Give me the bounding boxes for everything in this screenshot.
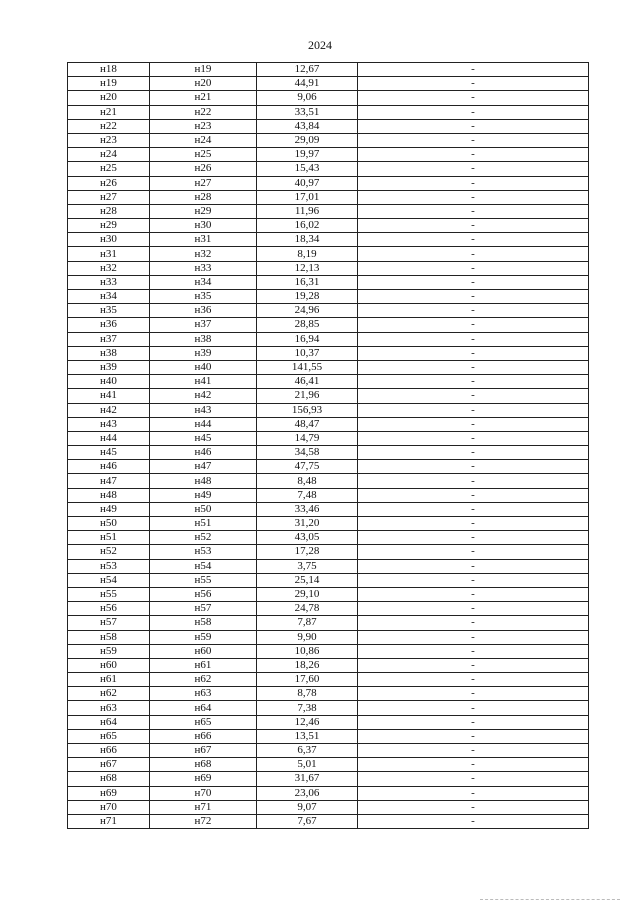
from-point-cell: н32 (68, 261, 150, 275)
from-point-cell: н69 (68, 786, 150, 800)
length-cell: 3,75 (257, 559, 358, 573)
note-cell: - (358, 786, 589, 800)
table-row (68, 290, 589, 304)
to-point-cell: н20 (150, 77, 257, 91)
from-point-cell: н24 (68, 148, 150, 162)
to-point-cell: н27 (150, 176, 257, 190)
length-cell: 46,41 (257, 375, 358, 389)
length-cell: 11,96 (257, 204, 358, 218)
to-point-cell: н26 (150, 162, 257, 176)
from-point-cell: н49 (68, 502, 150, 516)
to-point-cell: н38 (150, 332, 257, 346)
table-row (68, 729, 589, 743)
to-point-cell: н37 (150, 318, 257, 332)
table-row (68, 63, 589, 77)
note-cell: - (358, 687, 589, 701)
length-cell: 33,46 (257, 502, 358, 516)
from-point-cell: н60 (68, 658, 150, 672)
length-cell: 17,01 (257, 190, 358, 204)
note-cell: - (358, 573, 589, 587)
to-point-cell: н24 (150, 133, 257, 147)
to-point-cell: н55 (150, 573, 257, 587)
to-point-cell: н63 (150, 687, 257, 701)
note-cell: - (358, 545, 589, 559)
from-point-cell: н31 (68, 247, 150, 261)
from-point-cell: н54 (68, 573, 150, 587)
from-point-cell: н35 (68, 304, 150, 318)
table-row (68, 517, 589, 531)
to-point-cell: н61 (150, 658, 257, 672)
from-point-cell: н43 (68, 417, 150, 431)
table-row (68, 332, 589, 346)
to-point-cell: н69 (150, 772, 257, 786)
length-cell: 9,06 (257, 91, 358, 105)
table-row (68, 417, 589, 431)
from-point-cell: н63 (68, 701, 150, 715)
length-cell: 40,97 (257, 176, 358, 190)
table-row (68, 786, 589, 800)
table-row (68, 162, 589, 176)
note-cell: - (358, 190, 589, 204)
to-point-cell: н59 (150, 630, 257, 644)
to-point-cell: н42 (150, 389, 257, 403)
table-row (68, 77, 589, 91)
from-point-cell: н62 (68, 687, 150, 701)
from-point-cell: н56 (68, 602, 150, 616)
note-cell: - (358, 346, 589, 360)
note-cell: - (358, 587, 589, 601)
note-cell: - (358, 375, 589, 389)
table-row (68, 190, 589, 204)
from-point-cell: н19 (68, 77, 150, 91)
table-row (68, 446, 589, 460)
from-point-cell: н20 (68, 91, 150, 105)
to-point-cell: н60 (150, 644, 257, 658)
note-cell: - (358, 403, 589, 417)
length-cell: 17,28 (257, 545, 358, 559)
table-row (68, 346, 589, 360)
length-cell: 5,01 (257, 758, 358, 772)
from-point-cell: н59 (68, 644, 150, 658)
table-row (68, 800, 589, 814)
page-number: 2024 (308, 38, 332, 52)
length-cell: 9,90 (257, 630, 358, 644)
note-cell: - (358, 77, 589, 91)
length-cell: 16,94 (257, 332, 358, 346)
table-row (68, 644, 589, 658)
table-row (68, 204, 589, 218)
table-row (68, 304, 589, 318)
to-point-cell: н57 (150, 602, 257, 616)
table-row (68, 744, 589, 758)
to-point-cell: н51 (150, 517, 257, 531)
to-point-cell: н71 (150, 800, 257, 814)
length-cell: 43,84 (257, 119, 358, 133)
to-point-cell: н49 (150, 488, 257, 502)
table-row (68, 360, 589, 374)
table-row (68, 587, 589, 601)
length-cell: 19,28 (257, 290, 358, 304)
from-point-cell: н26 (68, 176, 150, 190)
to-point-cell: н50 (150, 502, 257, 516)
length-cell: 8,78 (257, 687, 358, 701)
length-cell: 141,55 (257, 360, 358, 374)
from-point-cell: н48 (68, 488, 150, 502)
from-point-cell: н45 (68, 446, 150, 460)
table-row (68, 488, 589, 502)
length-cell: 16,31 (257, 275, 358, 289)
note-cell: - (358, 744, 589, 758)
table-row (68, 814, 589, 828)
from-point-cell: н21 (68, 105, 150, 119)
from-point-cell: н42 (68, 403, 150, 417)
from-point-cell: н50 (68, 517, 150, 531)
length-cell: 13,51 (257, 729, 358, 743)
table-row (68, 658, 589, 672)
to-point-cell: н54 (150, 559, 257, 573)
note-cell: - (358, 673, 589, 687)
table-row (68, 531, 589, 545)
note-cell: - (358, 446, 589, 460)
from-point-cell: н36 (68, 318, 150, 332)
from-point-cell: н29 (68, 219, 150, 233)
from-point-cell: н23 (68, 133, 150, 147)
table-row (68, 460, 589, 474)
to-point-cell: н44 (150, 417, 257, 431)
note-cell: - (358, 502, 589, 516)
table-row (68, 616, 589, 630)
to-point-cell: н22 (150, 105, 257, 119)
table-row (68, 687, 589, 701)
table-row (68, 275, 589, 289)
note-cell: - (358, 63, 589, 77)
table-row (68, 389, 589, 403)
to-point-cell: н45 (150, 431, 257, 445)
to-point-cell: н72 (150, 814, 257, 828)
from-point-cell: н41 (68, 389, 150, 403)
to-point-cell: н48 (150, 474, 257, 488)
to-point-cell: н21 (150, 91, 257, 105)
length-cell: 9,07 (257, 800, 358, 814)
note-cell: - (358, 616, 589, 630)
from-point-cell: н52 (68, 545, 150, 559)
length-cell: 15,43 (257, 162, 358, 176)
length-cell: 8,48 (257, 474, 358, 488)
table-row (68, 318, 589, 332)
from-point-cell: н70 (68, 800, 150, 814)
to-point-cell: н19 (150, 63, 257, 77)
length-cell: 31,67 (257, 772, 358, 786)
table-row (68, 772, 589, 786)
note-cell: - (358, 162, 589, 176)
from-point-cell: н61 (68, 673, 150, 687)
note-cell: - (358, 119, 589, 133)
from-point-cell: н34 (68, 290, 150, 304)
table-row (68, 91, 589, 105)
from-point-cell: н46 (68, 460, 150, 474)
length-cell: 17,60 (257, 673, 358, 687)
note-cell: - (358, 332, 589, 346)
from-point-cell: н66 (68, 744, 150, 758)
to-point-cell: н32 (150, 247, 257, 261)
table-row (68, 502, 589, 516)
note-cell: - (358, 715, 589, 729)
table-row (68, 758, 589, 772)
table-row (68, 701, 589, 715)
note-cell: - (358, 658, 589, 672)
to-point-cell: н29 (150, 204, 257, 218)
from-point-cell: н57 (68, 616, 150, 630)
length-cell: 23,06 (257, 786, 358, 800)
note-cell: - (358, 275, 589, 289)
note-cell: - (358, 304, 589, 318)
from-point-cell: н64 (68, 715, 150, 729)
length-cell: 28,85 (257, 318, 358, 332)
note-cell: - (358, 460, 589, 474)
note-cell: - (358, 91, 589, 105)
to-point-cell: н43 (150, 403, 257, 417)
to-point-cell: н58 (150, 616, 257, 630)
note-cell: - (358, 318, 589, 332)
note-cell: - (358, 219, 589, 233)
to-point-cell: н67 (150, 744, 257, 758)
scan-artifact-line (480, 899, 620, 901)
table-row (68, 559, 589, 573)
note-cell: - (358, 261, 589, 275)
from-point-cell: н51 (68, 531, 150, 545)
from-point-cell: н71 (68, 814, 150, 828)
from-point-cell: н44 (68, 431, 150, 445)
to-point-cell: н47 (150, 460, 257, 474)
note-cell: - (358, 247, 589, 261)
length-cell: 12,13 (257, 261, 358, 275)
length-cell: 10,86 (257, 644, 358, 658)
from-point-cell: н39 (68, 360, 150, 374)
length-cell: 24,78 (257, 602, 358, 616)
to-point-cell: н35 (150, 290, 257, 304)
length-cell: 6,37 (257, 744, 358, 758)
to-point-cell: н23 (150, 119, 257, 133)
length-cell: 7,87 (257, 616, 358, 630)
to-point-cell: н31 (150, 233, 257, 247)
boundary-segments-table (67, 62, 589, 829)
to-point-cell: н68 (150, 758, 257, 772)
from-point-cell: н67 (68, 758, 150, 772)
to-point-cell: н46 (150, 446, 257, 460)
note-cell: - (358, 133, 589, 147)
to-point-cell: н33 (150, 261, 257, 275)
to-point-cell: н53 (150, 545, 257, 559)
table-row (68, 715, 589, 729)
note-cell: - (358, 814, 589, 828)
from-point-cell: н37 (68, 332, 150, 346)
note-cell: - (358, 204, 589, 218)
to-point-cell: н36 (150, 304, 257, 318)
length-cell: 31,20 (257, 517, 358, 531)
note-cell: - (358, 644, 589, 658)
length-cell: 19,97 (257, 148, 358, 162)
table-row (68, 573, 589, 587)
from-point-cell: н25 (68, 162, 150, 176)
note-cell: - (358, 701, 589, 715)
length-cell: 24,96 (257, 304, 358, 318)
to-point-cell: н52 (150, 531, 257, 545)
note-cell: - (358, 233, 589, 247)
to-point-cell: н66 (150, 729, 257, 743)
note-cell: - (358, 417, 589, 431)
length-cell: 48,47 (257, 417, 358, 431)
length-cell: 29,10 (257, 587, 358, 601)
note-cell: - (358, 517, 589, 531)
to-point-cell: н40 (150, 360, 257, 374)
note-cell: - (358, 360, 589, 374)
from-point-cell: н33 (68, 275, 150, 289)
note-cell: - (358, 389, 589, 403)
note-cell: - (358, 630, 589, 644)
length-cell: 10,37 (257, 346, 358, 360)
note-cell: - (358, 176, 589, 190)
table-row (68, 233, 589, 247)
from-point-cell: н55 (68, 587, 150, 601)
length-cell: 25,14 (257, 573, 358, 587)
note-cell: - (358, 531, 589, 545)
table-row (68, 375, 589, 389)
length-cell: 18,26 (257, 658, 358, 672)
to-point-cell: н34 (150, 275, 257, 289)
note-cell: - (358, 474, 589, 488)
to-point-cell: н65 (150, 715, 257, 729)
length-cell: 18,34 (257, 233, 358, 247)
from-point-cell: н38 (68, 346, 150, 360)
note-cell: - (358, 772, 589, 786)
to-point-cell: н39 (150, 346, 257, 360)
length-cell: 14,79 (257, 431, 358, 445)
length-cell: 33,51 (257, 105, 358, 119)
table-row (68, 148, 589, 162)
table-row (68, 630, 589, 644)
table-row (68, 403, 589, 417)
length-cell: 43,05 (257, 531, 358, 545)
from-point-cell: н28 (68, 204, 150, 218)
length-cell: 7,67 (257, 814, 358, 828)
to-point-cell: н41 (150, 375, 257, 389)
note-cell: - (358, 559, 589, 573)
note-cell: - (358, 602, 589, 616)
table-row (68, 545, 589, 559)
table-row (68, 431, 589, 445)
table-row (68, 176, 589, 190)
length-cell: 29,09 (257, 133, 358, 147)
to-point-cell: н25 (150, 148, 257, 162)
length-cell: 8,19 (257, 247, 358, 261)
note-cell: - (358, 800, 589, 814)
from-point-cell: н30 (68, 233, 150, 247)
from-point-cell: н18 (68, 63, 150, 77)
table-row (68, 219, 589, 233)
table-row (68, 474, 589, 488)
from-point-cell: н65 (68, 729, 150, 743)
from-point-cell: н40 (68, 375, 150, 389)
length-cell: 156,93 (257, 403, 358, 417)
to-point-cell: н30 (150, 219, 257, 233)
to-point-cell: н28 (150, 190, 257, 204)
note-cell: - (358, 729, 589, 743)
to-point-cell: н62 (150, 673, 257, 687)
table-row (68, 602, 589, 616)
length-cell: 21,96 (257, 389, 358, 403)
note-cell: - (358, 148, 589, 162)
to-point-cell: н70 (150, 786, 257, 800)
table-row (68, 261, 589, 275)
length-cell: 12,46 (257, 715, 358, 729)
length-cell: 16,02 (257, 219, 358, 233)
table-body (68, 63, 589, 829)
length-cell: 7,48 (257, 488, 358, 502)
from-point-cell: н53 (68, 559, 150, 573)
note-cell: - (358, 290, 589, 304)
to-point-cell: н56 (150, 587, 257, 601)
table-row (68, 673, 589, 687)
note-cell: - (358, 488, 589, 502)
note-cell: - (358, 431, 589, 445)
table-row (68, 247, 589, 261)
from-point-cell: н27 (68, 190, 150, 204)
length-cell: 12,67 (257, 63, 358, 77)
from-point-cell: н58 (68, 630, 150, 644)
length-cell: 44,91 (257, 77, 358, 91)
from-point-cell: н47 (68, 474, 150, 488)
length-cell: 47,75 (257, 460, 358, 474)
note-cell: - (358, 758, 589, 772)
from-point-cell: н22 (68, 119, 150, 133)
length-cell: 7,38 (257, 701, 358, 715)
table-row (68, 105, 589, 119)
to-point-cell: н64 (150, 701, 257, 715)
length-cell: 34,58 (257, 446, 358, 460)
table-row (68, 133, 589, 147)
note-cell: - (358, 105, 589, 119)
table-row (68, 119, 589, 133)
from-point-cell: н68 (68, 772, 150, 786)
